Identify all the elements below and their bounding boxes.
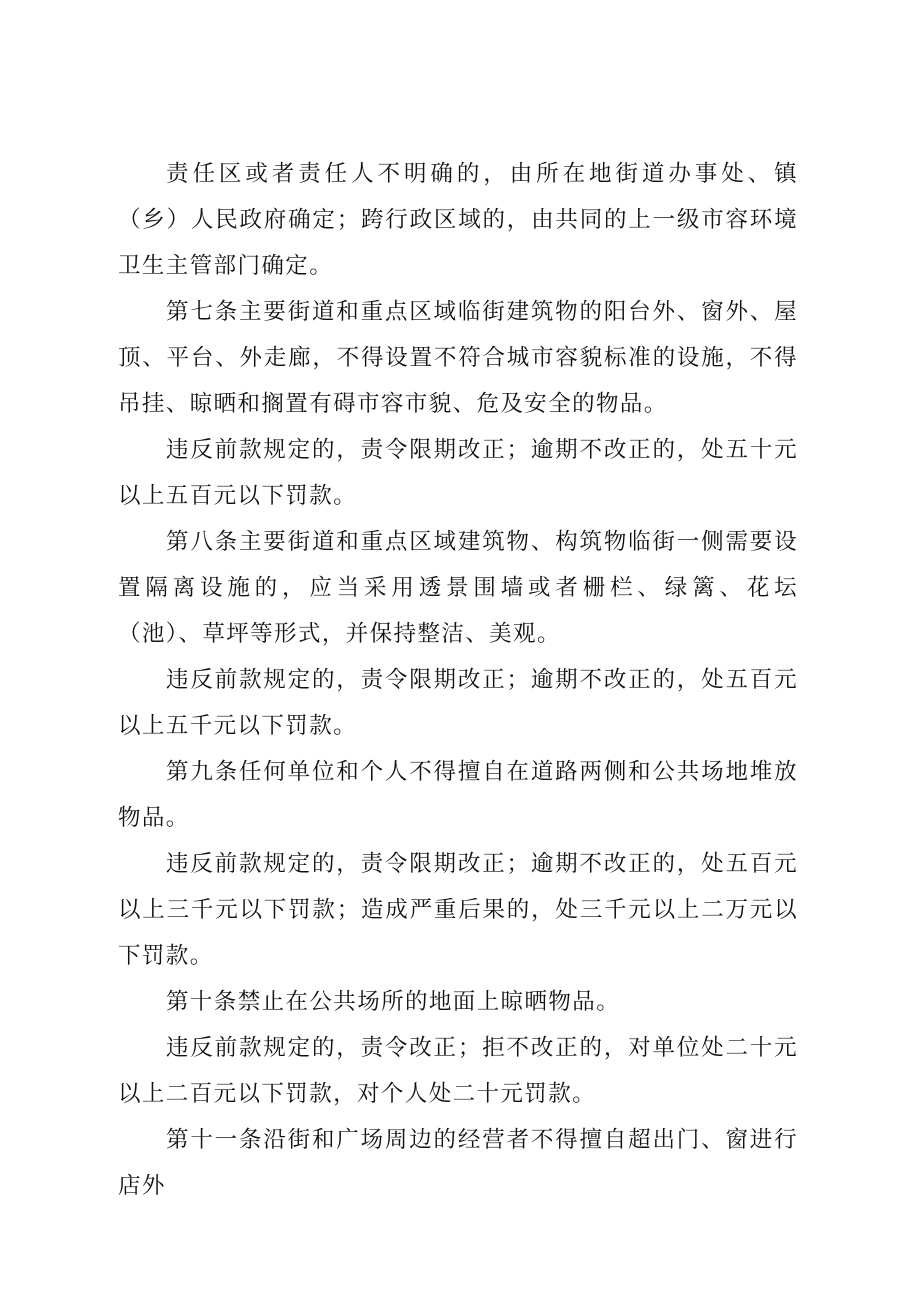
paragraph-article-8-penalty: 违反前款规定的，责令限期改正；逾期不改正的，处五百元以上五千元以下罚款。 — [118, 667, 798, 739]
paragraph-article-9: 第九条任何单位和个人不得擅自在道路两侧和公共场地堆放物品。 — [118, 759, 798, 831]
paragraph-article-10: 第十条禁止在公共场所的地面上晾晒物品。 — [166, 989, 621, 1015]
document-body — [118, 151, 798, 1209]
paragraph-article-9-penalty: 违反前款规定的，责令限期改正；逾期不改正的，处五百元以上三千元以下罚款；造成严重后果的，处三千元以上二万元以下罚款。 — [118, 851, 798, 969]
paragraph-article-7: 第七条主要街道和重点区域临街建筑物的阳台外、窗外、屋顶、平台、外走廊，不得设置不符合城市容貌标准的设施，不得吊挂、晾晒和搁置有碍市容市貌、危及安全的物品。 — [118, 299, 798, 417]
paragraph-article-7-penalty: 违反前款规定的，责令限期改正；逾期不改正的，处五十元以上五百元以下罚款。 — [118, 437, 798, 509]
paragraph-article-8: 第八条主要街道和重点区域建筑物、构筑物临街一侧需要设置隔离设施的，应当采用透景围墙或者栅栏、绿篱、花坛（池）、草坪等形式，并保持整洁、美观。 — [118, 529, 798, 647]
paragraph-article-10-penalty: 违反前款规定的，责令改正；拒不改正的，对单位处二十元以上二百元以下罚款，对个人处二十元罚款。 — [118, 1035, 798, 1107]
paragraph-article-11: 第十一条沿街和广场周边的经营者不得擅自超出门、窗进行店外 — [118, 1127, 798, 1199]
paragraph-responsibility-area: 责任区或者责任人不明确的，由所在地街道办事处、镇（乡）人民政府确定；跨行政区域的，由共同的上一级市容环境卫生主管部门确定。 — [118, 161, 798, 279]
